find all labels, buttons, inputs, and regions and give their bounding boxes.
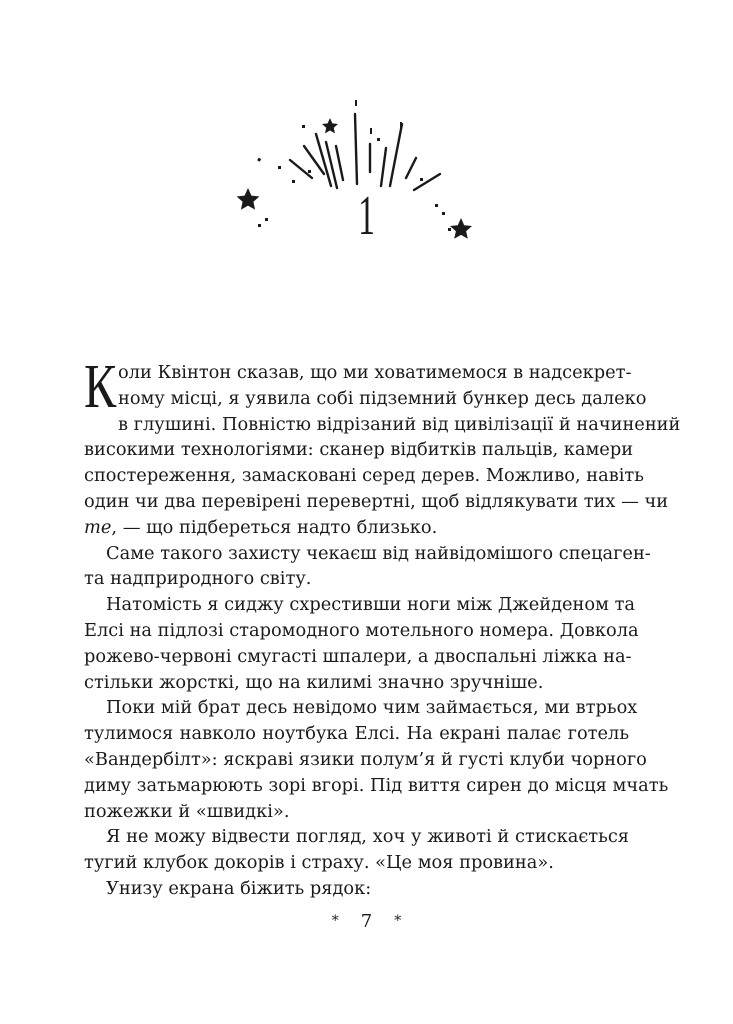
page-number: 7 xyxy=(360,911,373,932)
text-line: спостереження, замасковані серед дерев. Можливо, навіть xyxy=(84,465,644,487)
text-line: ному місці, я уявила собі підземний бункер десь далеко xyxy=(118,387,647,409)
text-line: пожежки й «швидкі». xyxy=(84,800,290,822)
text-line: та надприродного світу. xyxy=(84,568,312,590)
text-line: «Вандербілт»: яскраві язики полум’я й густі клуби чорного xyxy=(84,748,647,770)
text-line: Поки мій брат десь невідомо чим займається, ми втрьох xyxy=(106,697,638,719)
text-line: в глушині. Повністю відрізаний від цивілізації й начинений xyxy=(118,413,681,435)
text-line: стільки жорсткі, що на килимі значно зручніше. xyxy=(84,671,544,693)
text-line: оли Квінтон сказав, що ми ховатимемося в надсекрет- xyxy=(118,362,632,383)
text-line: Саме такого захисту чекаєш від найвідомішого спецаген- xyxy=(106,542,651,564)
text-line: Я не можу відвести погляд, хоч у животі й стискається xyxy=(106,826,629,848)
chapter-number: 1 xyxy=(358,185,375,247)
text-line: Елсі на підлозі старомодного мотельного номера. Довкола xyxy=(84,619,639,641)
page-footer xyxy=(0,911,733,932)
body-text xyxy=(84,353,681,902)
text-line: тугий клубок докорів і страху. «Це моя провина». xyxy=(84,852,554,874)
text-line: Натомість я сиджу схрестивши ноги між Джейденом та xyxy=(106,594,636,616)
italic-word: те xyxy=(84,516,112,538)
text-line: тулимося навколо ноутбука Елсі. На екрані палає готель xyxy=(84,723,629,745)
footer-star-icon: * xyxy=(394,913,402,929)
text-line: диму затьмарюють зорі вгорі. Під виття сирен до місця мчать xyxy=(84,774,669,796)
text-line: Унизу екрана біжить рядок: xyxy=(106,877,372,899)
text-fragment: , — що підбереться надто близько. xyxy=(111,516,438,538)
footer-star-icon: * xyxy=(331,913,339,929)
text-line: один чи два перевірені перевертні, щоб відлякувати тих — чи xyxy=(84,490,669,512)
text-line xyxy=(84,515,629,541)
drop-cap: К xyxy=(84,353,117,421)
star-icon xyxy=(322,118,338,133)
text-line: рожево-червоні смугасті шпалери, а двоспальні ліжка на- xyxy=(84,645,632,667)
text-line: високими технологіями: сканер відбитків пальців, камери xyxy=(84,439,634,461)
ray-lines xyxy=(290,114,440,190)
